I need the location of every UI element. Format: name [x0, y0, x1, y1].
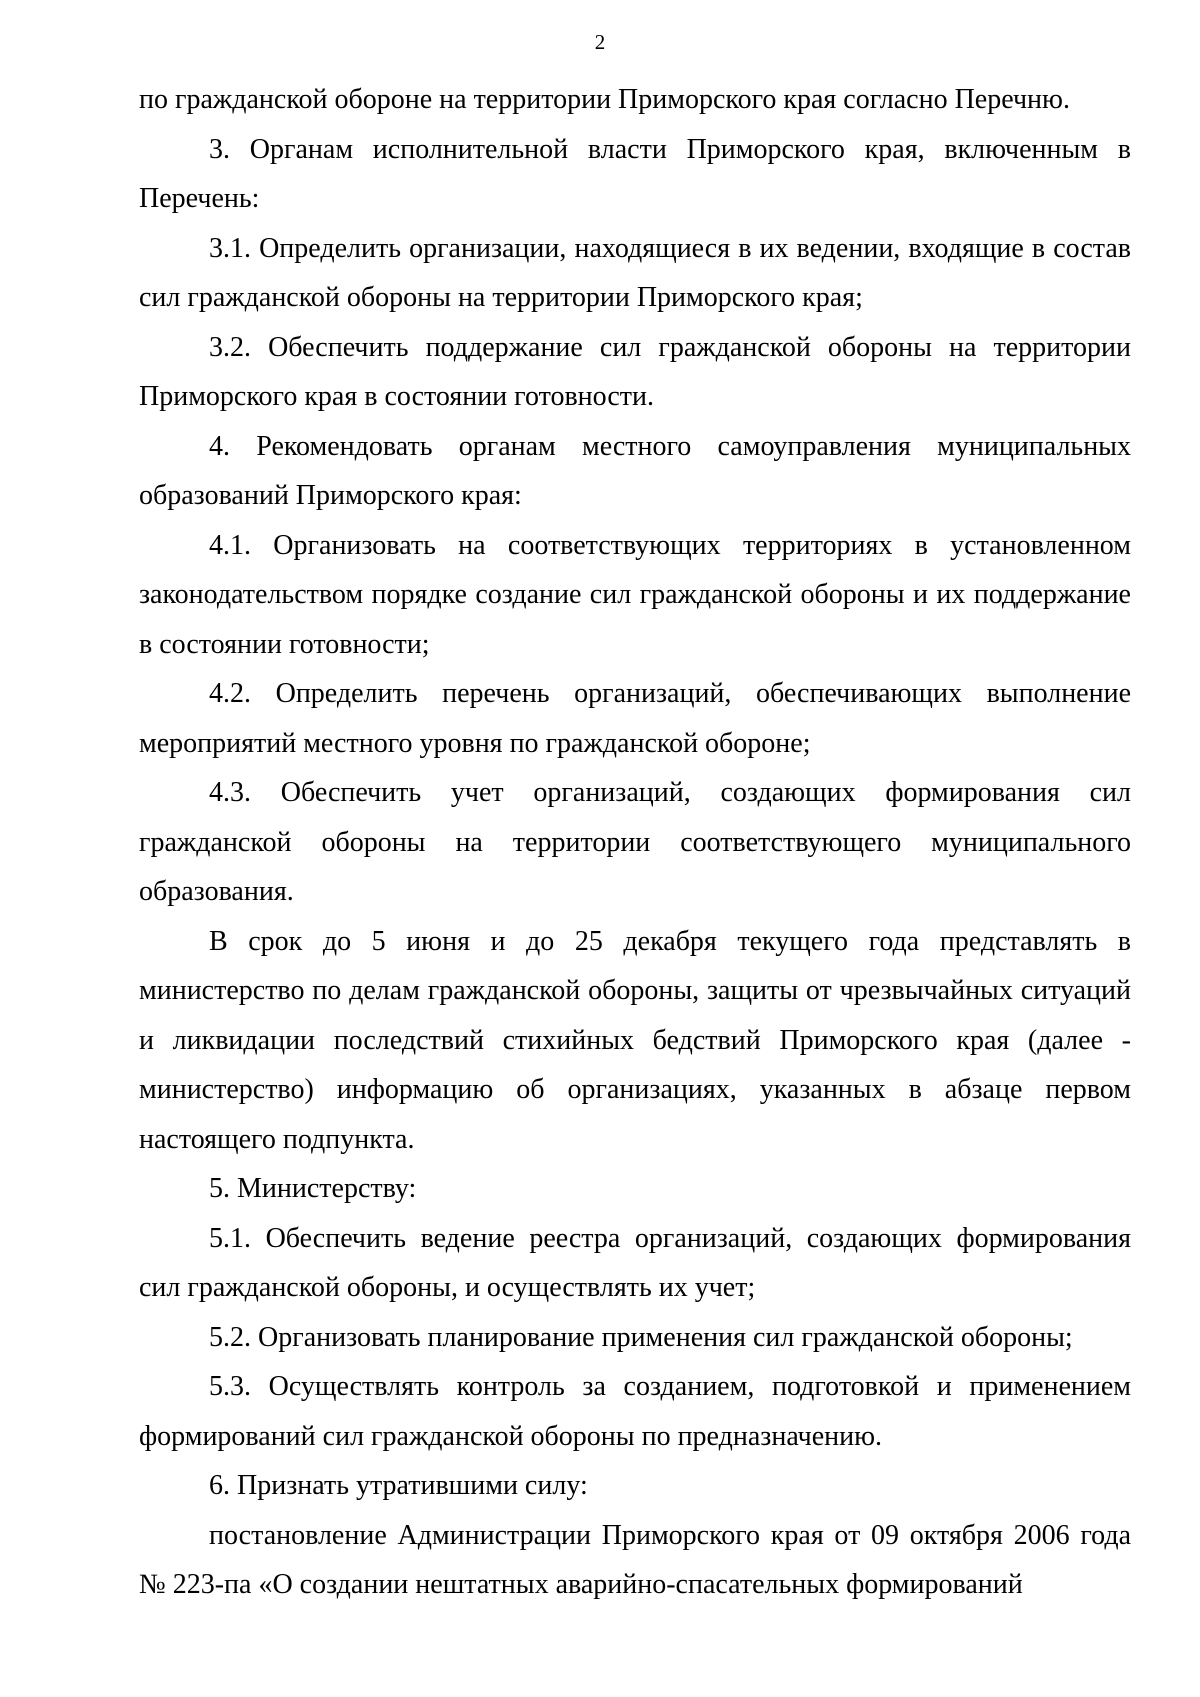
paragraph-item-4: 4. Рекомендовать органам местного самоуправления муниципальных образований Приморского края: [139, 430, 1131, 511]
paragraph-item-4-1: 4.1. Организовать на соответствующих территориях в установленном законодательством порядке создание сил гражданской обороны и их поддержание в состоянии готовности; [139, 529, 1131, 660]
paragraph-item-3: 3. Органам исполнительной власти Приморского края, включенным в Перечень: [139, 133, 1131, 214]
paragraph-item-5-3: 5.3. Осуществлять контроль за созданием, подготовкой и применением формирований сил гражданской обороны по предназначению. [139, 1371, 1131, 1452]
document-body [139, 75, 1131, 1610]
paragraph-continuation: по гражданской обороне на территории Приморского края согласно Перечню. [139, 84, 1070, 115]
paragraph-item-4-3: 4.3. Обеспечить учет организаций, создающих формирования сил гражданской обороны на территории соответствующего муниципального образования. [139, 777, 1131, 907]
paragraph-deadline: В срок до 5 июня и до 25 декабря текущего года представлять в министерство по делам гражданской обороны, защиты от чрезвычайных ситуаций и ликвидации последствий стихийных бедствий Приморского края (далее - министерство) информацию об организациях, указанных в абзаце первом настоящего подпункта. [139, 925, 1131, 1155]
paragraph-item-3-2: 3.2. Обеспечить поддержание сил гражданской обороны на территории Приморского края в состоянии готовности. [139, 331, 1131, 412]
paragraph-item-4-2: 4.2. Определить перечень организаций, обеспечивающих выполнение мероприятий местного уровня по гражданской обороне; [139, 678, 1131, 759]
paragraph-item-6: 6. Признать утратившими силу: [209, 1470, 588, 1501]
paragraph-repealed-act: постановление Администрации Приморского края от 09 октября 2006 года № 223-па «О создании нештатных аварийно-спасательных формирований [139, 1519, 1131, 1600]
paragraph-item-5-1: 5.1. Обеспечить ведение реестра организаций, создающих формирования сил гражданской обороны, и осуществлять их учет; [139, 1222, 1131, 1303]
paragraph-item-5-2: 5.2. Организовать планирование применения сил гражданской обороны; [209, 1321, 1073, 1353]
paragraph-item-3-1: 3.1. Определить организации, находящиеся в их ведении, входящие в состав сил гражданской обороны на территории Приморского края; [139, 232, 1131, 313]
page-number: 2 [594, 30, 606, 54]
paragraph-item-5: 5. Министерству: [209, 1173, 417, 1204]
